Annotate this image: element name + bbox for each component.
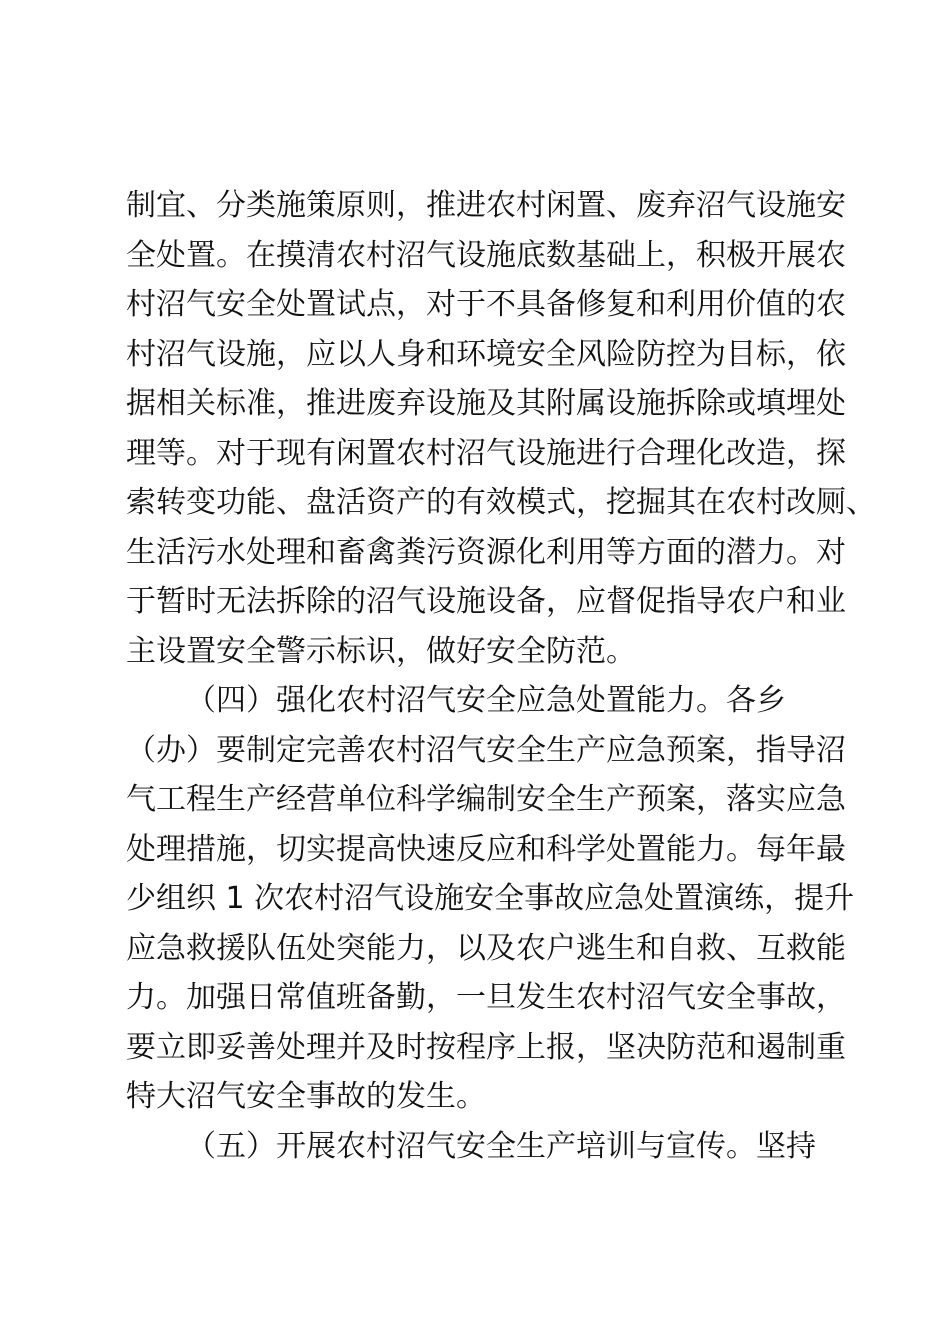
text-line: 于暂时无法拆除的沼气设施设备，应督促指导农户和业 <box>126 584 846 619</box>
text-line: 处理措施，切实提高快速反应和科学处置能力。每年最 <box>126 831 846 867</box>
text-line: 生活污水处理和畜禽粪污资源化利用等方面的潜力。对 <box>126 534 846 570</box>
text-line: 应急救援队伍处突能力，以及农户逃生和自救、互救能 <box>126 930 846 966</box>
document-body <box>126 181 876 1171</box>
text-line: 特大沼气安全事故的发生。 <box>126 1079 486 1114</box>
text-line: 气工程生产经营单位科学编制安全生产预案，落实应急 <box>126 782 846 817</box>
text-line: （办）要制定完善农村沼气安全生产应急预案，指导沼 <box>126 732 846 768</box>
text-line: 制宜、分类施策原则，推进农村闲置、废弃沼气设施安 <box>126 188 846 223</box>
text-line: 要立即妥善处理并及时按程序上报，坚决防范和遏制重 <box>126 1029 846 1065</box>
section-heading-line: （五）开展农村沼气安全生产培训与宣传。坚持 <box>186 1128 816 1164</box>
text-line: 少组织 1 次农村沼气设施安全事故应急处置演练，提升 <box>126 881 855 916</box>
text-line: 索转变功能、盘活资产的有效模式，挖掘其在农村改厕、 <box>126 485 876 520</box>
text-line: 村沼气安全处置试点，对于不具备修复和利用价值的农 <box>126 287 846 322</box>
text-line: 理等。对于现有闲置农村沼气设施进行合理化改造，探 <box>126 435 846 471</box>
text-line: 村沼气设施，应以人身和环境安全风险防控为目标，依 <box>126 336 846 372</box>
text-line: 全处置。在摸清农村沼气设施底数基础上，积极开展农 <box>126 237 846 273</box>
text-line: 主设置安全警示标识，做好安全防范。 <box>126 633 636 669</box>
text-line: 据相关标准，推进废弃设施及其附属设施拆除或填埋处 <box>126 386 846 421</box>
section-heading-line: （四）强化农村沼气安全应急处置能力。各乡 <box>186 683 786 718</box>
text-line: 力。加强日常值班备勤，一旦发生农村沼气安全事故， <box>126 980 846 1015</box>
